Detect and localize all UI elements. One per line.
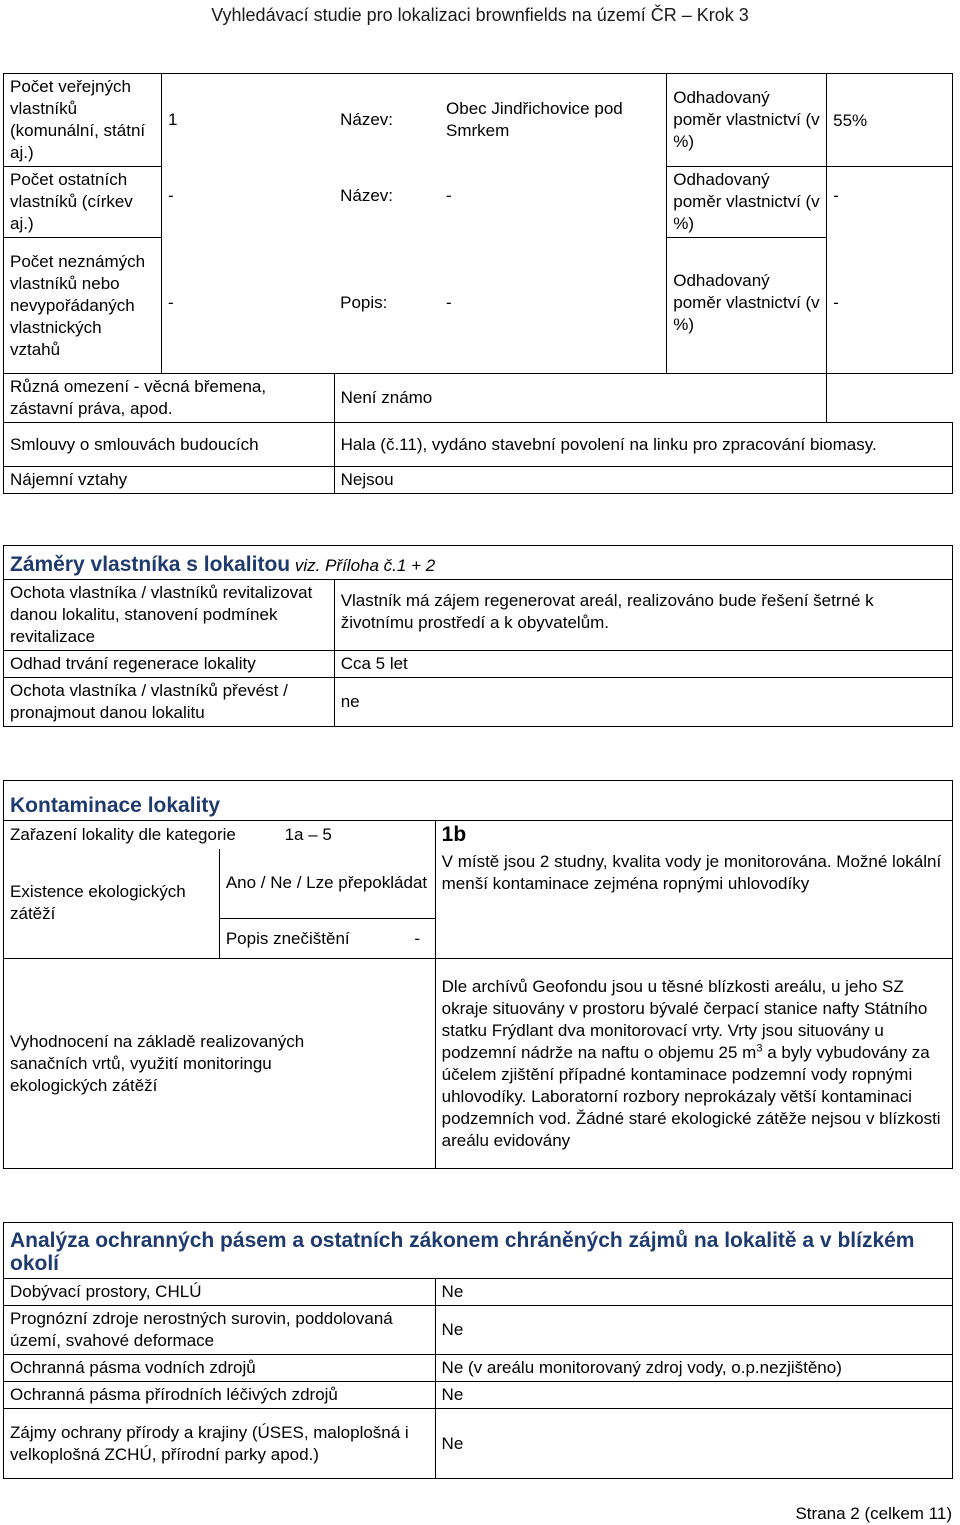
- contamination-table: [3, 780, 953, 1169]
- contamination-title-row: [4, 781, 953, 821]
- public-owners-label: Počet veřejných vlastníků (komunální, státní aj.): [4, 74, 162, 167]
- evaluation-sup: 3: [756, 1041, 763, 1054]
- owners-row-encumbrances: [4, 374, 953, 423]
- protection-row: [4, 1409, 953, 1479]
- future-contracts-value: Hala (č.11), vydáno stavební povolení na linku pro zpracování biomasy.: [334, 423, 952, 467]
- protection-row: [4, 1279, 953, 1306]
- protection-row: [4, 1382, 953, 1409]
- category-value: 1b: [435, 821, 952, 849]
- protection-table: [3, 1222, 953, 1479]
- public-owners-ratio-label: Odhadovaný poměr vlastnictví (v %): [667, 74, 827, 167]
- willingness-label: Ochota vlastníka / vlastníků revitalizovat danou lokalitu, stanovení podmínek revitalizace: [4, 580, 335, 651]
- willingness-value: Vlastník má zájem regenerovat areál, realizováno bude řešení šetrné k životnímu prostředí a k obyvatelům.: [334, 580, 952, 651]
- unknown-owners-ratio-label: Odhadovaný poměr vlastnictví (v %): [667, 238, 827, 374]
- owners-row-unknown: [4, 238, 953, 374]
- owners-row-future-contracts: [4, 423, 953, 467]
- protection-label: Ochranná pásma přírodních léčivých zdrojů: [4, 1382, 436, 1409]
- protection-value: Ne: [435, 1306, 952, 1355]
- pollution-cell: [219, 919, 435, 959]
- unknown-owners-label: Počet neznámých vlastníků nebo nevypořádaných vlastnických vztahů: [4, 238, 162, 374]
- other-owners-name-value: -: [446, 185, 452, 205]
- owners-row-lease: [4, 467, 953, 494]
- evaluation-text-2: a byly vybudovány za účelem zjištění případné kontaminace podzemní vody ropnými uhlovodíky. Laboratorní rozbory neprokázaly větší kontaminaci podzemních vod. Žádné staré ekologické zátěže nejsou v blízkosti areálu evidovány: [441, 1042, 941, 1150]
- duration-value: Cca 5 let: [334, 651, 952, 678]
- lease-value: Nejsou: [334, 467, 952, 494]
- protection-value: Ne: [435, 1409, 952, 1479]
- answer-label: Ano / Ne / Lze přepokládat: [219, 849, 435, 919]
- public-owners-name-label: Název:: [334, 74, 440, 167]
- owners-row-other: [4, 167, 953, 238]
- intentions-title-row: [4, 546, 953, 580]
- protection-row: [4, 1355, 953, 1382]
- encumbrances-label: Různá omezení - věcná břemena, zástavní práva, apod.: [4, 374, 335, 423]
- other-owners-ratio-label: Odhadovaný poměr vlastnictví (v %): [667, 167, 827, 238]
- pollution-value: -: [414, 928, 421, 948]
- protection-value: Ne: [435, 1382, 952, 1409]
- answer-value: V místě jsou 2 studny, kvalita vody je monitorována. Možné lokální menší kontaminace zejména ropnými uhlovodíky: [435, 849, 952, 959]
- category-row: [4, 821, 953, 849]
- willingness-row: [4, 580, 953, 651]
- protection-row: [4, 1306, 953, 1355]
- protection-label: Ochranná pásma vodních zdrojů: [4, 1355, 436, 1382]
- other-owners-label: Počet ostatních vlastníků (církev aj.): [4, 167, 162, 238]
- unknown-owners-ratio-value: -: [827, 238, 953, 374]
- transfer-label: Ochota vlastníka / vlastníků převést / pronajmout danou lokalitu: [4, 678, 335, 727]
- unknown-owners-count: -: [161, 238, 334, 374]
- existence-label: Existence ekologických zátěží: [4, 849, 220, 959]
- category-label: Zařazení lokality dle kategorie: [10, 824, 236, 844]
- owners-table: [3, 73, 953, 494]
- evaluation-label: Vyhodnocení na základě realizovaných sanačních vrtů, využití monitoringu ekologických zátěží: [4, 959, 436, 1169]
- transfer-value: ne: [334, 678, 952, 727]
- intentions-note: viz. Příloha č.1 + 2: [294, 556, 436, 575]
- evaluation-row: [4, 959, 953, 1169]
- protection-value: Ne: [435, 1279, 952, 1306]
- lease-label: Nájemní vztahy: [4, 467, 335, 494]
- category-range: 1a – 5: [284, 824, 332, 844]
- duration-row: [4, 651, 953, 678]
- protection-label: Dobývací prostory, CHLÚ: [4, 1279, 436, 1306]
- protection-label: Prognózní zdroje nerostných surovin, poddolovaná území, svahové deformace: [4, 1306, 436, 1355]
- public-owners-count: 1: [161, 74, 334, 167]
- other-owners-name-label: Název:: [340, 185, 394, 205]
- encumbrances-value: Není známo: [334, 374, 827, 423]
- existence-row: [4, 849, 953, 919]
- intentions-title: Záměry vlastníka s lokalitou: [10, 553, 291, 576]
- protection-title: Analýza ochranných pásem a ostatních zákonem chráněných zájmů na lokalitě a v blízkém okolí: [10, 1229, 915, 1275]
- contamination-title: Kontaminace lokality: [10, 794, 221, 817]
- page-footer: Strana 2 (celkem 11): [795, 1504, 952, 1523]
- pollution-label: Popis znečištění: [225, 928, 350, 948]
- other-owners-ratio-value: -: [827, 167, 953, 238]
- evaluation-value: [435, 959, 952, 1169]
- transfer-row: [4, 678, 953, 727]
- encumbrances-empty: [827, 374, 953, 423]
- duration-label: Odhad trvání regenerace lokality: [4, 651, 335, 678]
- other-owners-count: -: [167, 185, 174, 205]
- page-header: Vyhledávací studie pro lokalizaci brownfields na území ČR – Krok 3: [211, 5, 749, 25]
- evaluation-text-1: Dle archívů Geofondu jsou u těsné blízkosti areálu, u jeho SZ okraje situovány v prostoru bývalé čerpací stanice nafty Státního statku Frýdlant dva monitorovací vrty. Vrty jsou situovány u podzemní nádrže na naftu o objemu 25 m: [441, 976, 928, 1062]
- protection-title-row: [4, 1223, 953, 1279]
- unknown-owners-name-value: -: [446, 292, 452, 312]
- unknown-owners-name-label: Popis:: [340, 292, 388, 312]
- future-contracts-label: Smlouvy o smlouvách budoucích: [4, 423, 335, 467]
- intentions-table: [3, 545, 953, 727]
- public-owners-name-value: Obec Jindřichovice pod Smrkem: [440, 74, 667, 167]
- protection-label: Zájmy ochrany přírody a krajiny (ÚSES, maloplošná i velkoplošná ZCHÚ, přírodní parky apod.): [4, 1409, 436, 1479]
- public-owners-ratio-value: 55%: [827, 74, 953, 167]
- owners-row-public: [4, 74, 953, 167]
- protection-value: Ne (v areálu monitorovaný zdroj vody, o.p.nezjištěno): [435, 1355, 952, 1382]
